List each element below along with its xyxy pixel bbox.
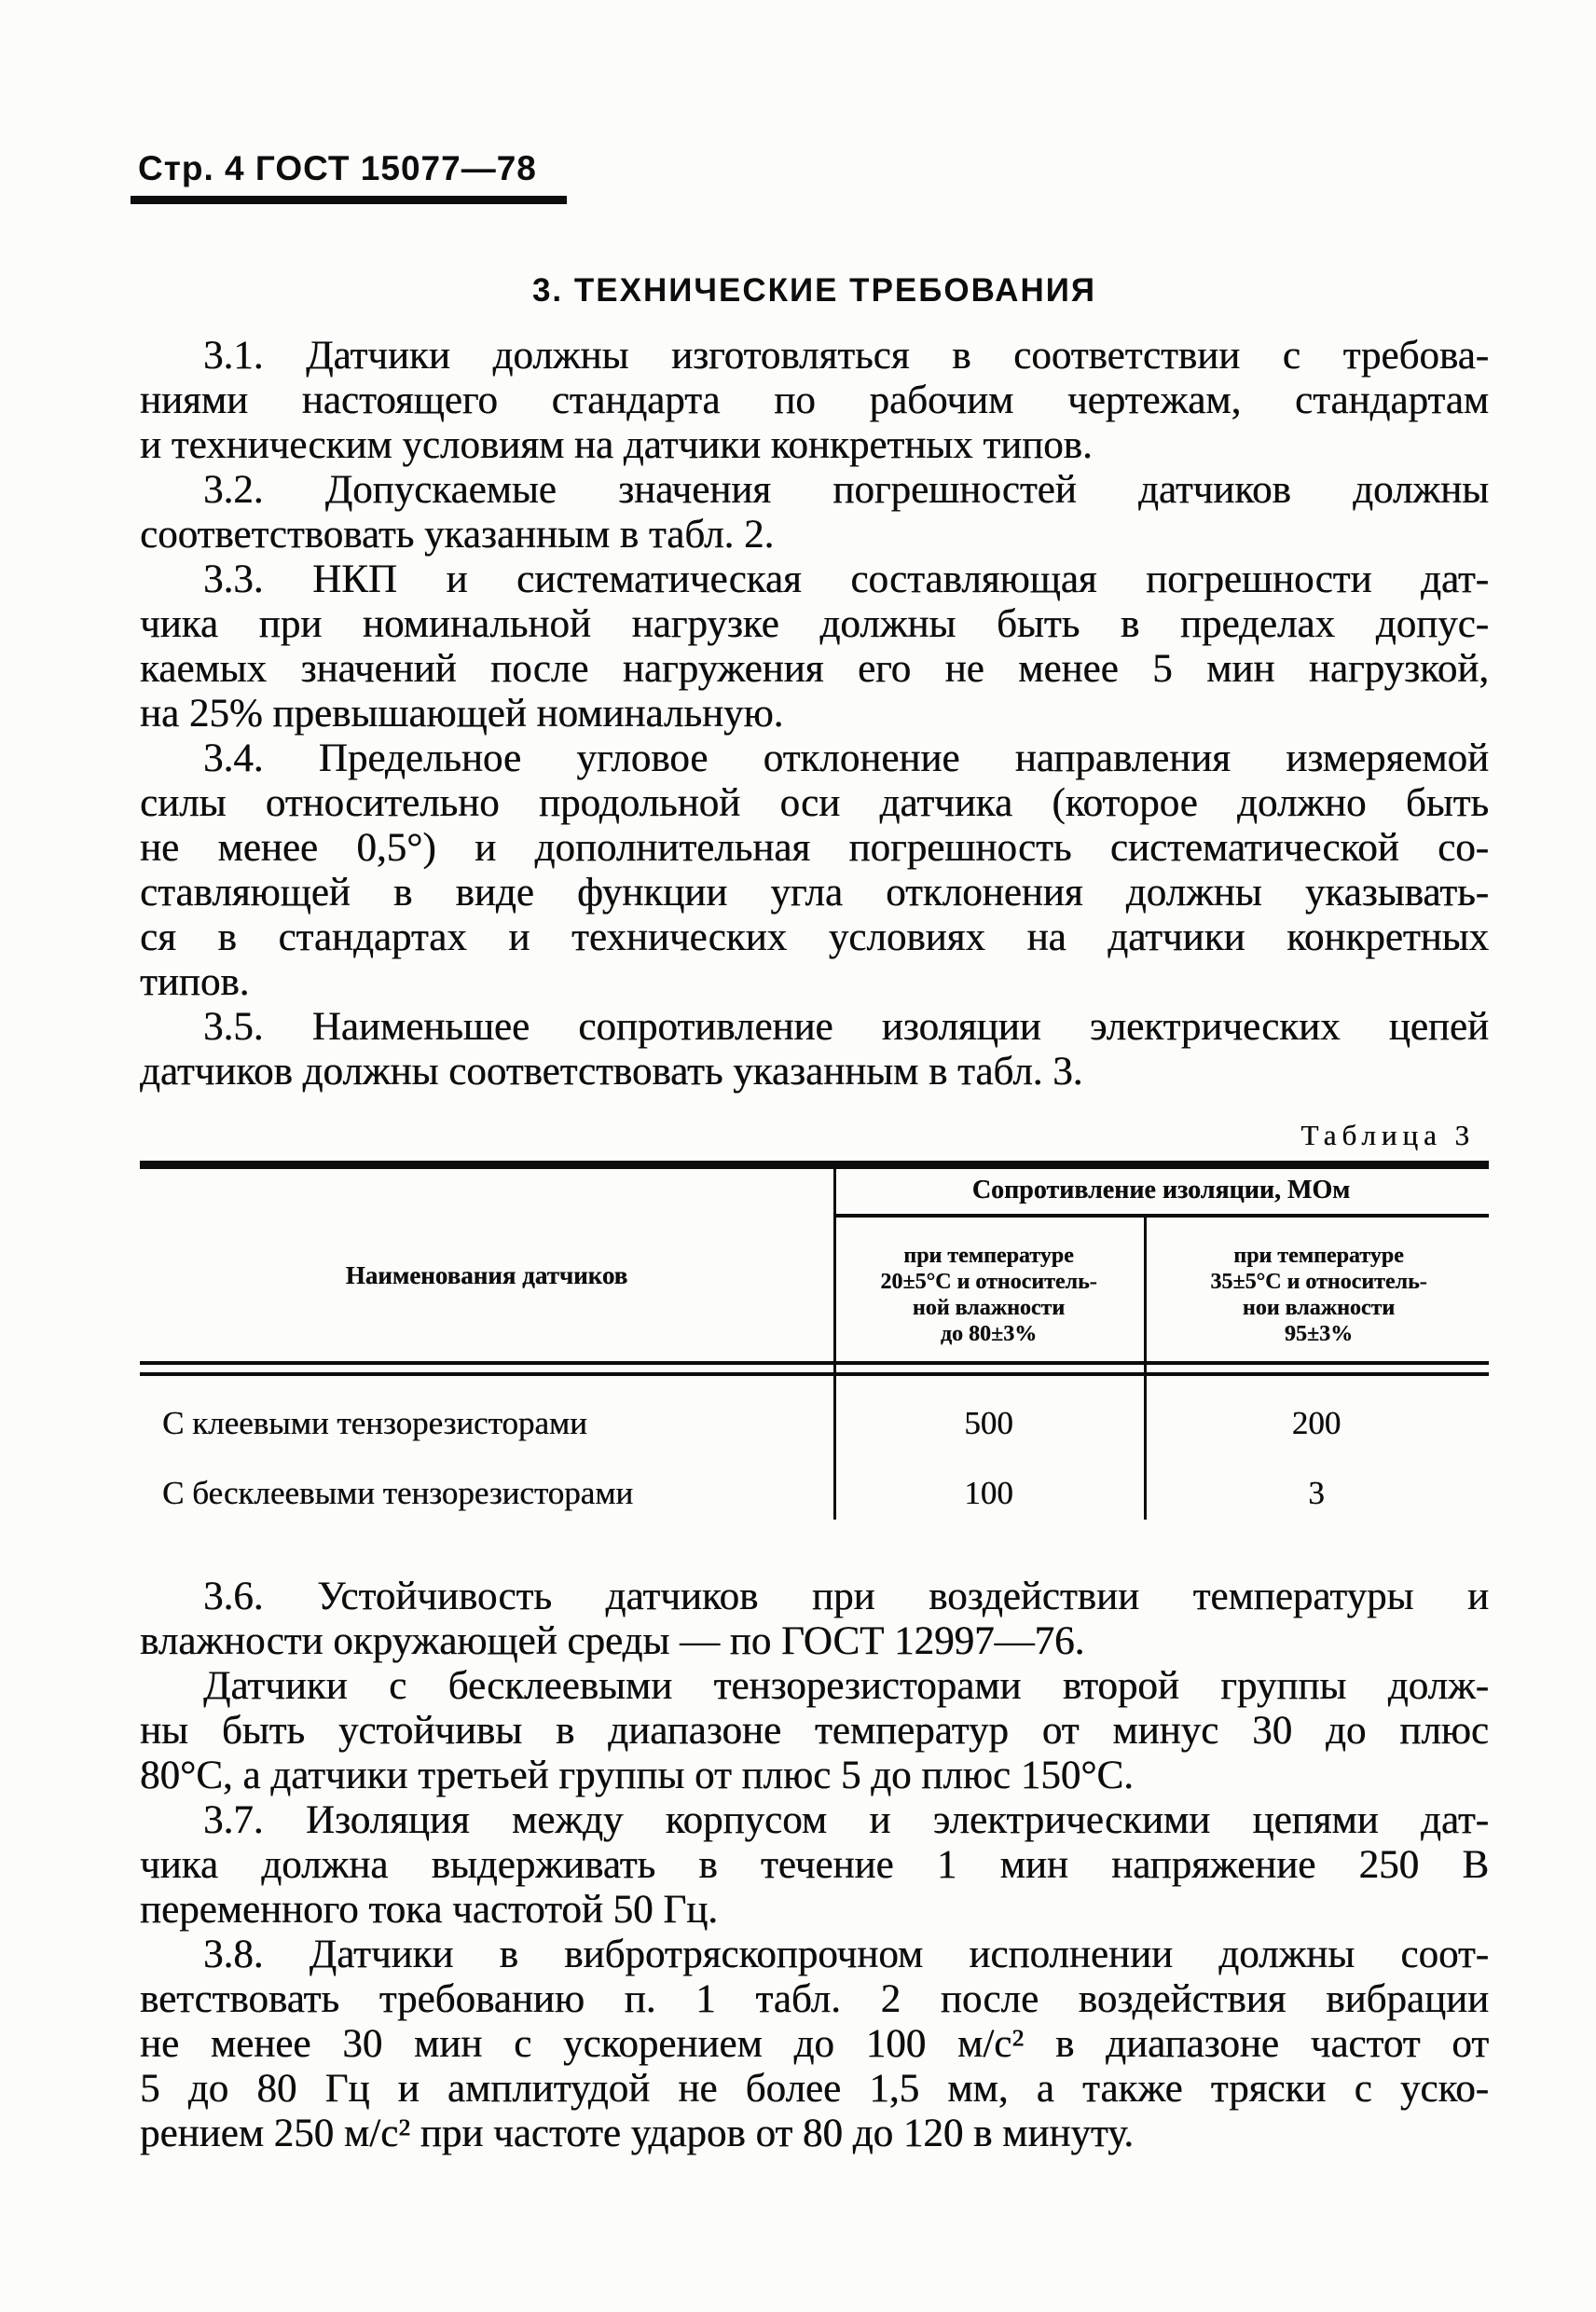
paragraph-line: не менее 30 мин с ускорением до 100 м/с² в диапазоне частот от — [140, 2022, 1489, 2066]
paragraph-line: соответствовать указанным в табл. 2. — [140, 513, 775, 557]
paragraph-line: типов. — [140, 960, 250, 1004]
paragraph-line: 3.4. Предельное угловое отклонение направления измеряемой — [203, 736, 1489, 780]
paragraph-line: чика должна выдерживать в течение 1 мин напряжение 250 В — [140, 1843, 1489, 1887]
paragraph-line: и техническим условиям на датчики конкретных типов. — [140, 423, 1093, 467]
header-line: при температуре — [903, 1244, 1074, 1268]
table-row — [140, 1405, 1489, 1442]
paragraph-line: силы относительно продольной оси датчика (которое должно быть — [140, 781, 1489, 825]
paragraph-line: влажности окружающей среды — по ГОСТ 12997—76. — [140, 1619, 1085, 1663]
paragraph-line: на 25% превышающей номинальную. — [140, 692, 784, 736]
paragraphs-before-table — [140, 334, 1489, 1094]
paragraph-line: 3.3. НКП и систематическая составляющая погрешности дат- — [203, 557, 1489, 601]
header-line: до 80±3% — [940, 1322, 1038, 1346]
header-line: нои влажности — [1242, 1296, 1396, 1320]
paragraph-line: переменного тока частотой 50 Гц. — [140, 1888, 718, 1932]
cell-resistance-35c: 200 — [1291, 1405, 1341, 1441]
paragraph-line: 3.8. Датчики в вибротряскопрочном исполнении должны соот- — [203, 1933, 1489, 1976]
table-header-separator-line-1 — [140, 1361, 1489, 1365]
running-head: Стр. 4 ГОСТ 15077—78 — [138, 149, 537, 187]
paragraph-line: ветствовать требованию п. 1 табл. 2 после воздействия вибрации — [140, 1977, 1489, 2021]
header-line: 35±5°С и относитель- — [1210, 1270, 1427, 1294]
header-line: 20±5°С и относитель- — [880, 1270, 1097, 1294]
insulation-resistance-table — [140, 1161, 1489, 1520]
paragraph-line: 3.6. Устойчивость датчиков при воздействии температуры и — [203, 1575, 1489, 1618]
paragraph-line: 3.7. Изоляция между корпусом и электрическими цепями дат- — [203, 1798, 1489, 1842]
paragraph-line: не менее 0,5°) и дополнительная погрешность систематической со- — [140, 826, 1489, 870]
running-head-rule — [131, 196, 567, 204]
table-row — [140, 1475, 1489, 1512]
paragraph-line: каемых значений после нагружения его не менее 5 мин нагрузкой, — [140, 647, 1489, 691]
paragraph-line: 3.5. Наименьшее сопротивление изоляции электрических цепей — [203, 1005, 1489, 1049]
header-line: 95±3% — [1284, 1322, 1354, 1346]
header-line: при температуре — [1233, 1244, 1404, 1268]
cell-resistance-35c: 3 — [1308, 1475, 1325, 1511]
paragraph-line: датчиков должны соответствовать указанным в табл. 3. — [140, 1050, 1083, 1094]
column-header-condition-20c — [835, 1243, 1142, 1347]
paragraph-line: ся в стандартах и технических условиях на датчики конкретных — [140, 915, 1489, 959]
paragraphs-after-table — [140, 1575, 1489, 2156]
table-caption: Таблица 3 — [1300, 1119, 1475, 1151]
paragraph-line: ны быть устойчивы в диапазоне температур от минус 30 до плюс — [140, 1709, 1489, 1753]
cell-resistance-20c: 100 — [964, 1475, 1013, 1511]
column-header-sensor-names: Наименования датчиков — [345, 1261, 628, 1289]
paragraph-line: Датчики с бесклеевыми тензорезисторами второй группы долж- — [203, 1664, 1489, 1708]
table-vertical-divider-2 — [1144, 1214, 1147, 1520]
header-line: ной влажности — [912, 1296, 1066, 1320]
cell-sensor-name: С клеевыми тензорезисторами — [162, 1405, 587, 1441]
paragraph-line: ставляющей в виде функции угла отклонения должны указывать- — [140, 871, 1489, 915]
table-top-border — [140, 1161, 1489, 1169]
paragraph-line: 3.2. Допускаемые значения погрешностей датчиков должны — [203, 468, 1489, 512]
cell-sensor-name: С бесклеевыми тензорезисторами — [162, 1475, 634, 1511]
column-header-condition-35c — [1149, 1243, 1489, 1347]
paragraph-line: 3.1. Датчики должны изготовляться в соответствии с требова- — [203, 334, 1489, 378]
column-group-header: Сопротивление изоляции, МОм — [971, 1176, 1351, 1204]
table-header-separator-line-2 — [140, 1372, 1489, 1376]
paragraph-line: 80°С, а датчики третьей группы от плюс 5 до плюс 150°С. — [140, 1754, 1134, 1797]
table-group-header-underline — [833, 1214, 1489, 1218]
paragraph-line: ниями настоящего стандарта по рабочим чертежам, стандартам — [140, 378, 1489, 422]
paragraph-line: рением 250 м/с² при частоте ударов от 80 до 120 в минуту. — [140, 2112, 1135, 2155]
section-heading: 3. ТЕХНИЧЕСКИЕ ТРЕБОВАНИЯ — [531, 272, 1097, 309]
cell-resistance-20c: 500 — [964, 1405, 1013, 1441]
paragraph-line: чика при номинальной нагрузке должны быть в пределах допус- — [140, 602, 1489, 646]
paragraph-line: 5 до 80 Гц и амплитудой не более 1,5 мм, а также тряски с уско- — [140, 2067, 1489, 2111]
